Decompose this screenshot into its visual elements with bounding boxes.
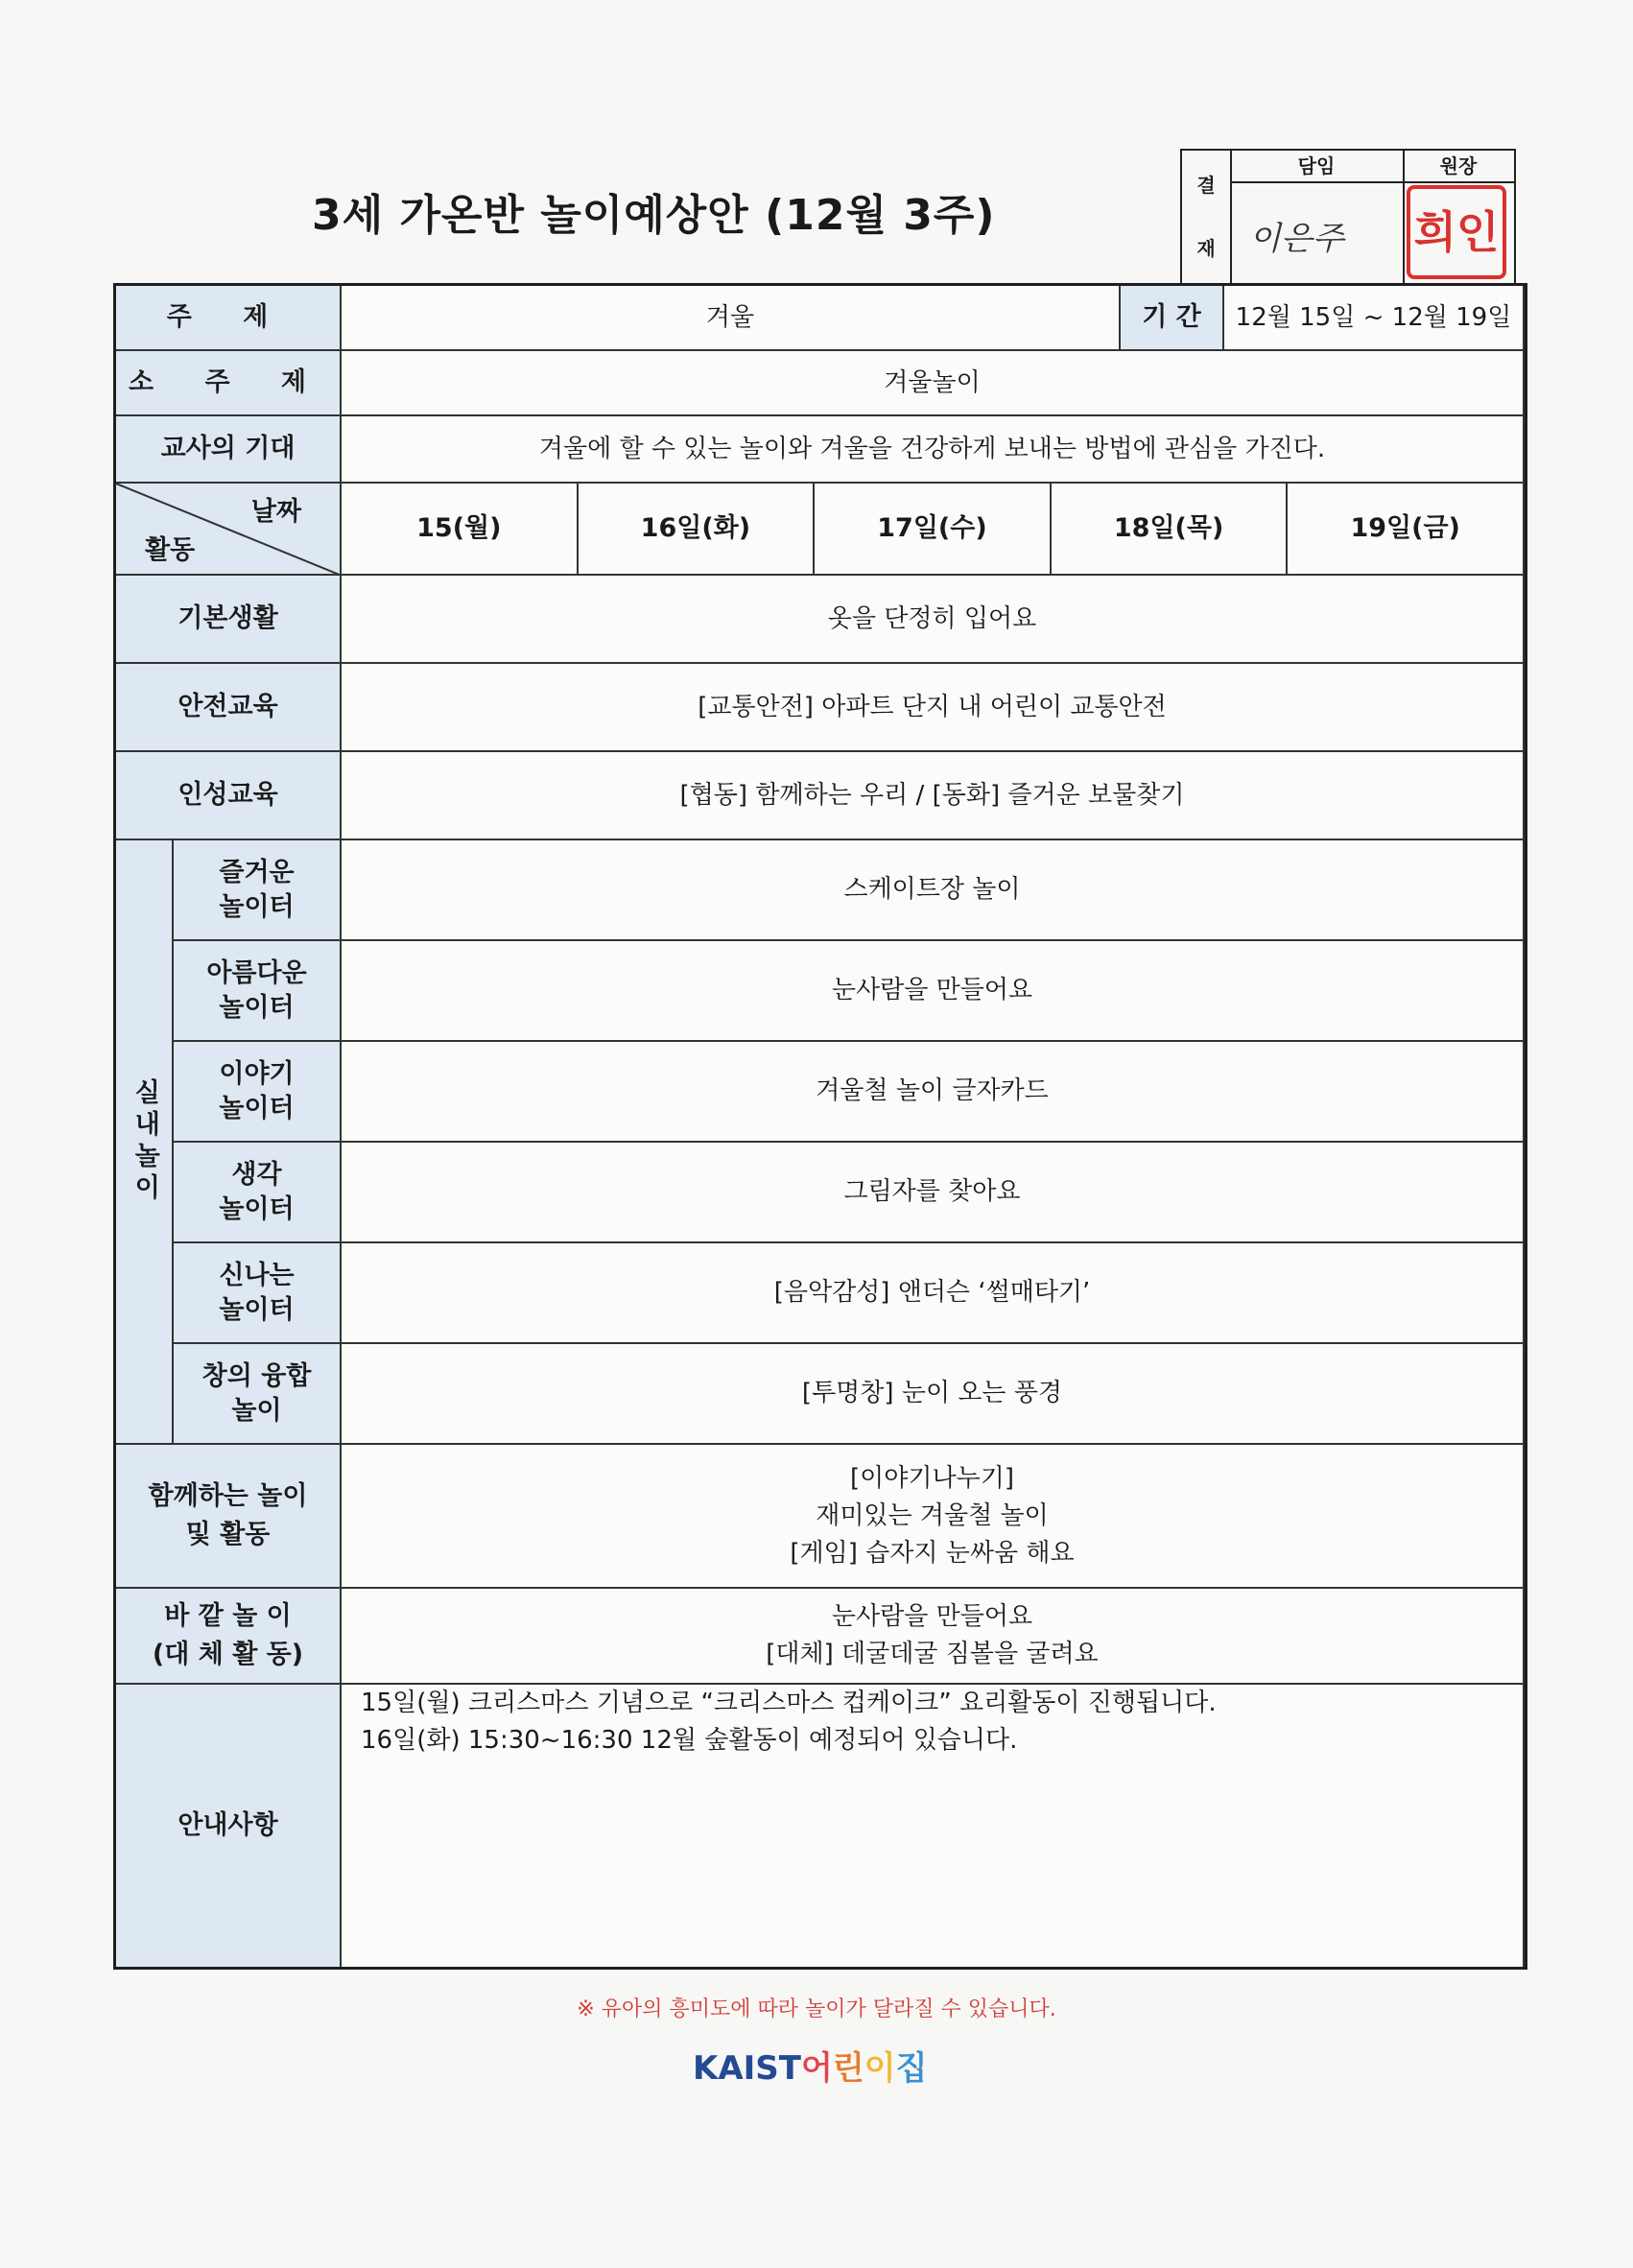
- indoor-area-content-3: 겨울철 놀이 글자카드: [342, 1042, 1525, 1143]
- theme-value: 겨울: [342, 286, 1121, 351]
- safety-label: 안전교육: [116, 664, 342, 752]
- outdoor-line-1: 눈사람을 만들어요: [831, 1602, 1033, 1631]
- logo-char-1: 어: [801, 2049, 833, 2088]
- indoor-area-label-5: [174, 1243, 342, 1344]
- notice-label: 안내사항: [116, 1685, 342, 1967]
- subtheme-label: 소 주 제: [116, 351, 342, 416]
- teacher-signature: 이은주: [1249, 220, 1344, 258]
- director-column: [1403, 151, 1514, 283]
- indoor-area-label-line-1: 신나는: [219, 1261, 295, 1291]
- indoor-area-label-line-2: 놀이: [231, 1395, 282, 1426]
- indoor-area-label-2: [174, 941, 342, 1042]
- approval-box: [1180, 149, 1516, 285]
- basic-life-label: 기본생활: [116, 576, 342, 664]
- indoor-area-label-4: [174, 1143, 342, 1243]
- date-corner-label: 날짜: [250, 497, 301, 527]
- outdoor-label-line-2: (대 체 활 동): [152, 1640, 304, 1669]
- approval-side: [1182, 151, 1232, 283]
- date-activity-corner: [116, 484, 342, 576]
- indoor-area-label-line-1: 창의 융합: [201, 1361, 312, 1392]
- activity-corner-label: 활동: [145, 535, 196, 565]
- kaist-kindergarten-logo: [693, 2042, 927, 2089]
- plan-table: [113, 283, 1527, 1970]
- indoor-area-label-6: [174, 1344, 342, 1445]
- teacher-column: [1230, 151, 1405, 283]
- subtheme-value: 겨울놀이: [342, 351, 1525, 416]
- day-header-1: 15(월): [342, 484, 579, 576]
- together-label: 함께하는 놀이 및 활동: [116, 1445, 342, 1589]
- logo-char-3: 이: [864, 2049, 896, 2088]
- indoor-area-content-6: [투명창] 눈이 오는 풍경: [342, 1344, 1525, 1445]
- teacher-header: 담임: [1230, 151, 1403, 183]
- outdoor-label-line-1: 바 깥 놀 이: [164, 1600, 292, 1631]
- together-line-1: [이야기나누기]: [850, 1463, 1014, 1493]
- safety-value: [교통안전] 아파트 단지 내 어린이 교통안전: [342, 664, 1525, 752]
- footer-note: ※ 유아의 흥미도에 따라 놀이가 달라질 수 있습니다.: [577, 1997, 1056, 2021]
- director-seal: 희인: [1407, 185, 1506, 279]
- notice-content: [342, 1685, 1525, 1967]
- together-content: [342, 1445, 1525, 1589]
- indoor-area-label-line-1: 아름다운: [206, 958, 307, 989]
- indoor-area-label-line-1: 즐거운: [219, 858, 295, 888]
- character-value: [협동] 함께하는 우리 / [동화] 즐거운 보물찾기: [342, 752, 1525, 840]
- day-header-4: 18일(목): [1052, 484, 1289, 576]
- approval-side-top: 결: [1196, 174, 1216, 197]
- logo-kaist-text: KAIST: [693, 2049, 801, 2088]
- indoor-area-label-line-2: 놀이터: [219, 1093, 295, 1123]
- indoor-play-label: 실내놀이: [116, 840, 174, 1445]
- period-label: 기 간: [1121, 286, 1224, 351]
- outdoor-label: [116, 1589, 342, 1685]
- indoor-area-label-line-2: 놀이터: [219, 1193, 295, 1224]
- indoor-area-label-line-2: 놀이터: [219, 891, 295, 922]
- approval-side-bottom: 재: [1196, 237, 1216, 260]
- page-title: 3세 가온반 놀이예상안 (12월 3주): [312, 191, 996, 240]
- indoor-area-label-line-1: 생각: [231, 1160, 282, 1191]
- logo-char-4: 집: [895, 2049, 928, 2088]
- indoor-area-content-2: 눈사람을 만들어요: [342, 941, 1525, 1042]
- indoor-area-content-5: [음악감성] 앤더슨 ‘썰매타기’: [342, 1243, 1525, 1344]
- day-header-2: 16일(화): [579, 484, 816, 576]
- indoor-area-label-line-2: 놀이터: [219, 992, 295, 1023]
- together-line-3: [게임] 습자지 눈싸움 해요: [790, 1538, 1075, 1568]
- notice-line-2: 16일(화) 15:30~16:30 12월 숲활동이 예정되어 있습니다.: [361, 1726, 1018, 1755]
- indoor-area-label-line-1: 이야기: [219, 1059, 295, 1090]
- indoor-area-label-line-2: 놀이터: [219, 1294, 295, 1325]
- indoor-area-label-3: [174, 1042, 342, 1143]
- indoor-area-content-1: 스케이트장 놀이: [342, 840, 1525, 941]
- director-header: 원장: [1403, 151, 1514, 183]
- period-value: 12월 15일 ~ 12월 19일: [1224, 286, 1525, 351]
- notice-line-1: 15일(월) 크리스마스 기념으로 “크리스마스 컵케이크” 요리활동이 진행됩니다.: [361, 1689, 1217, 1717]
- indoor-area-label-1: [174, 840, 342, 941]
- day-header-5: 19일(금): [1288, 484, 1525, 576]
- basic-life-value: 옷을 단정히 입어요: [342, 576, 1525, 664]
- expectation-value: 겨울에 할 수 있는 놀이와 겨울을 건강하게 보내는 방법에 관심을 가진다.: [342, 416, 1525, 484]
- theme-label: 주 제: [116, 286, 342, 351]
- expectation-label: 교사의 기대: [116, 416, 342, 484]
- outdoor-content: [342, 1589, 1525, 1685]
- logo-char-2: 린: [832, 2049, 864, 2088]
- day-header-3: 17일(수): [815, 484, 1052, 576]
- character-label: 인성교육: [116, 752, 342, 840]
- together-line-2: 재미있는 겨울철 놀이: [816, 1500, 1049, 1530]
- outdoor-line-2: [대체] 데굴데굴 짐볼을 굴려요: [766, 1640, 1099, 1668]
- indoor-area-content-4: 그림자를 찾아요: [342, 1143, 1525, 1243]
